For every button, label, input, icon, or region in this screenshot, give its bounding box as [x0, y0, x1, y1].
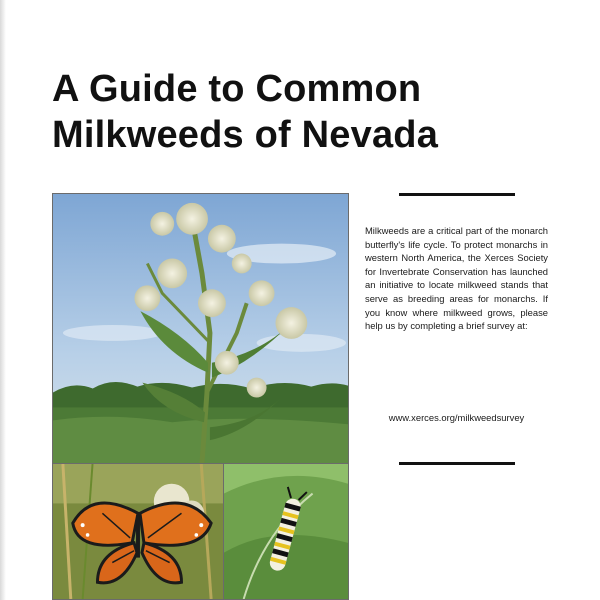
monarch-caterpillar-photo — [223, 463, 349, 600]
title-line-2: Milkweeds of Nevada — [52, 114, 439, 156]
top-divider — [399, 193, 515, 196]
survey-link[interactable]: www.xerces.org/milkweedsurvey — [388, 412, 525, 423]
bottom-divider — [399, 462, 515, 465]
page-edge-shadow — [0, 0, 6, 600]
intro-paragraph: Milkweeds are a critical part of the monarch butterfly's life cycle. To protect monarchs in western North America, the Xerces Society for Invertebrate Conservation has launched an initiative to locate milkweed stands that serve as breeding areas for monarchs. If you know where milkweed grows, please help us by completing a brief survey at: — [365, 225, 548, 332]
page-title — [52, 66, 438, 158]
milkweed-flowers-image — [53, 194, 348, 463]
milkweed-flowers-photo — [52, 193, 349, 464]
monarch-butterfly-image — [53, 464, 223, 599]
monarch-butterfly-photo — [52, 463, 224, 600]
title-line-1: A Guide to Common — [52, 68, 422, 110]
monarch-caterpillar-image — [224, 464, 348, 599]
